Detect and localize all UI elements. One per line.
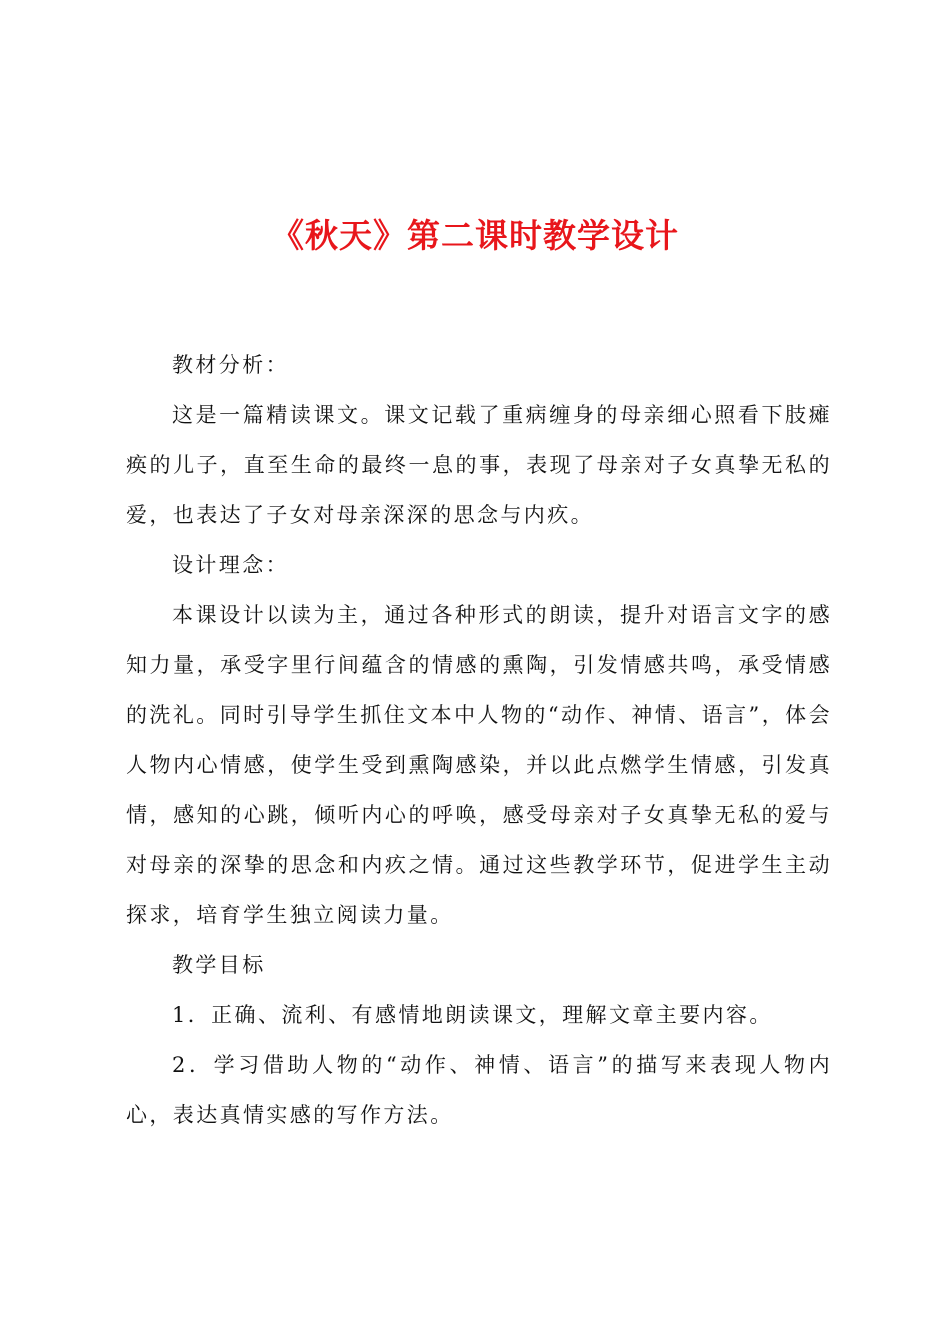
heading-design-concept: 设计理念：	[172, 553, 289, 577]
paragraph-textbook-analysis: 这是一篇精读课文。课文记载了重病缠身的母亲细心照看下肢瘫痪的儿子，直至生命的最终一息的事，表现了母亲对子女真挚无私的爱，也表达了子女对母亲深深的思念与内疚。	[126, 403, 832, 527]
paragraph-design-concept: 本课设计以读为主，通过各种形式的朗读，提升对语言文字的感知力量，承受字里行间蕴含的情感的熏陶，引发情感共鸣，承受情感的洗礼。同时引导学生抓住文本中人物的“动作、神情、语言”，体会人物内心情感，使学生受到熏陶感染，并以此点燃学生情感，引发真情，感知的心跳，倾听内心的呼唤，感受母亲对子女真挚无私的爱与对母亲的深挚的思念和内疚之情。通过这些教学环节，促进学生主动探求，培育学生独立阅读力量。	[126, 603, 832, 927]
document-body	[126, 340, 832, 1140]
heading-textbook-analysis: 教材分析：	[172, 353, 289, 377]
goal-item-1: 1．正确、流利、有感情地朗读课文，理解文章主要内容。	[172, 1003, 773, 1027]
heading-teaching-goals: 教学目标	[172, 953, 266, 977]
goal-item-2: 2．学习借助人物的“动作、神情、语言”的描写来表现人物内心，表达真情实感的写作方法。	[126, 1053, 832, 1127]
document-title: 《秋天》第二课时教学设计	[271, 216, 679, 255]
